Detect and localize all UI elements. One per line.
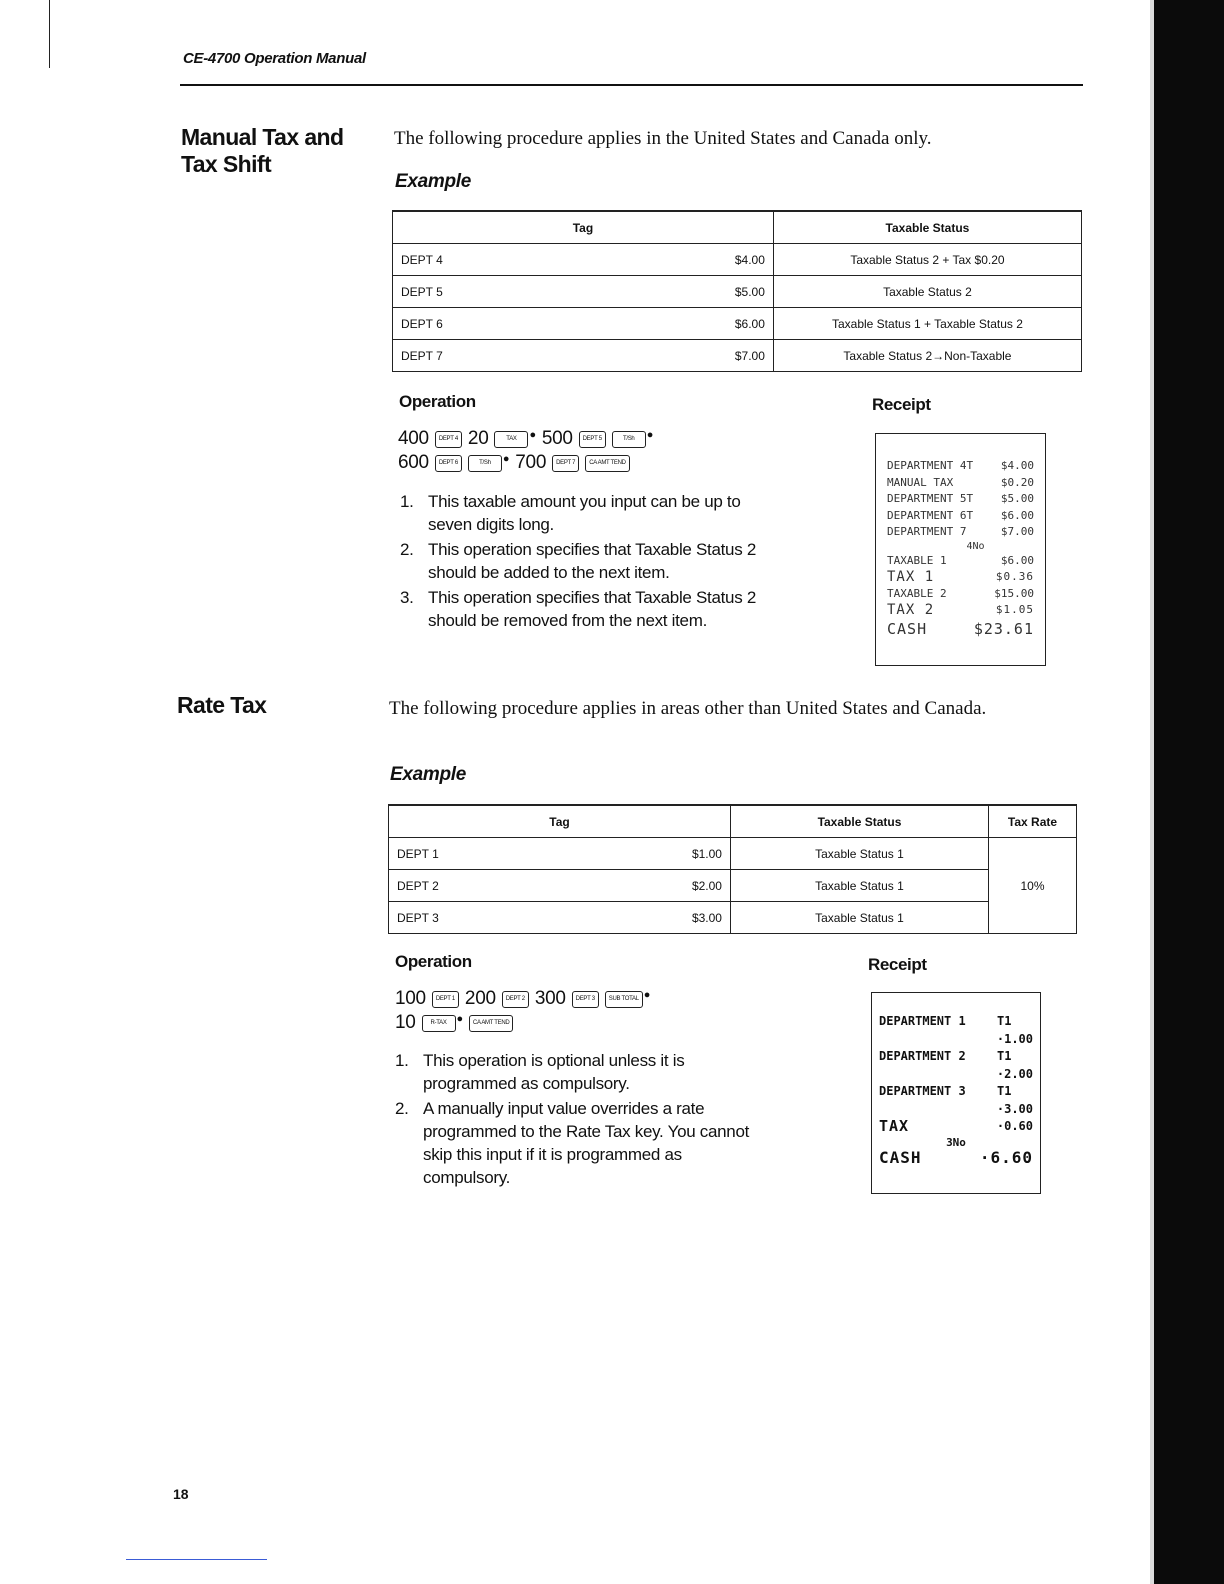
note-marker-icon: ● bbox=[456, 1013, 463, 1025]
entry-value: 200 bbox=[464, 988, 496, 1009]
receipt-line: TAX 1 $0.36 bbox=[887, 569, 1034, 585]
tax-shift-key-icon: T/Sh bbox=[468, 455, 502, 472]
table-row bbox=[389, 902, 1077, 934]
column-header: Taxable Status bbox=[730, 805, 988, 838]
operation-line bbox=[398, 428, 653, 450]
receipt-line: DEPARTMENT 6T $6.00 bbox=[887, 508, 1034, 522]
section-heading-manual-tax bbox=[181, 124, 343, 178]
section-heading-rate-tax: Rate Tax bbox=[177, 692, 267, 718]
amount-cell: $7.00 bbox=[604, 340, 773, 372]
cash-total-line: CASH $23.61 bbox=[887, 619, 1034, 638]
rate-tax-key-icon: R-TAX bbox=[422, 1015, 456, 1032]
dept3-key-icon: DEPT 3 bbox=[572, 991, 599, 1008]
subtotal-key-icon: SUB TOTAL bbox=[605, 991, 643, 1008]
column-header: Taxable Status bbox=[773, 211, 1081, 244]
receipt-label: Receipt bbox=[872, 395, 931, 414]
entry-value: 20 bbox=[467, 428, 489, 449]
dept5-key-icon: DEPT 5 bbox=[579, 431, 606, 448]
list-item: 3. This operation specifies that Taxable Status 2 should be removed from the next item. bbox=[400, 588, 756, 630]
dept-cell: DEPT 6 bbox=[393, 308, 605, 340]
running-header: CE-4700 Operation Manual bbox=[183, 50, 366, 67]
item-count: 3No bbox=[946, 1135, 966, 1149]
cash-key-icon: CA AMT TEND bbox=[469, 1015, 514, 1032]
operation-label: Operation bbox=[395, 952, 472, 971]
dept1-key-icon: DEPT 1 bbox=[432, 991, 459, 1008]
operation-sequence bbox=[395, 988, 650, 1034]
table-row bbox=[389, 870, 1077, 902]
receipt-line: TAX 2 $1.05 bbox=[887, 602, 1034, 618]
rate-cell: 10% bbox=[988, 838, 1076, 934]
entry-value: 300 bbox=[534, 988, 566, 1009]
entry-value: 100 bbox=[395, 988, 426, 1009]
cash-total-line: CASH ·6.60 bbox=[879, 1147, 1033, 1167]
example-table bbox=[392, 210, 1082, 372]
operation-line bbox=[398, 452, 653, 474]
column-header: Tax Rate bbox=[988, 805, 1076, 838]
page-number: 18 bbox=[173, 1486, 189, 1502]
status-cell: Taxable Status 1 bbox=[730, 870, 988, 902]
dept2-key-icon: DEPT 2 bbox=[502, 991, 529, 1008]
receipt-amount: ·2.00 bbox=[996, 1066, 1033, 1081]
operation-sequence bbox=[398, 428, 653, 474]
dept-cell: DEPT 3 bbox=[389, 902, 579, 934]
receipt-line: DEPARTMENT 4T $4.00 bbox=[887, 459, 1034, 472]
receipt-line: TAXABLE 1 $6.00 bbox=[887, 553, 1034, 567]
tax-key-icon: TAX bbox=[494, 431, 528, 448]
operation-label: Operation bbox=[399, 392, 476, 411]
status-cell: Taxable Status 1 + Taxable Status 2 bbox=[773, 308, 1081, 340]
amount-cell: $4.00 bbox=[604, 244, 773, 276]
heading-line: Tax Shift bbox=[181, 151, 272, 177]
receipt-line: DEPARTMENT 5T $5.00 bbox=[887, 492, 1034, 505]
note-marker-icon: ● bbox=[502, 453, 510, 465]
list-item: 1. This taxable amount you input can be up to seven digits long. bbox=[400, 492, 741, 534]
receipt-line: DEPARTMENT 3 T1 bbox=[879, 1084, 1012, 1098]
status-cell: Taxable Status 2→Non-Taxable bbox=[773, 340, 1081, 372]
dept4-key-icon: DEPT 4 bbox=[435, 431, 462, 448]
scan-edge bbox=[1154, 0, 1224, 1584]
receipt-line: TAXABLE 2 $15.00 bbox=[887, 586, 1034, 600]
receipt-line: DEPARTMENT 2 T1 bbox=[879, 1049, 1012, 1063]
receipt-line: DEPARTMENT 7 $7.00 bbox=[887, 525, 1034, 538]
dept6-key-icon: DEPT 6 bbox=[435, 455, 462, 472]
table-row bbox=[389, 838, 1077, 870]
dept7-key-icon: DEPT 7 bbox=[552, 455, 579, 472]
tax-shift-key-icon: T/Sh bbox=[612, 431, 646, 448]
dept-cell: DEPT 5 bbox=[393, 276, 605, 308]
table-row bbox=[393, 340, 1082, 372]
table-row bbox=[393, 244, 1082, 276]
amount-cell: $1.00 bbox=[579, 838, 731, 870]
amount-cell: $6.00 bbox=[604, 308, 773, 340]
entry-value: 600 bbox=[398, 452, 429, 473]
status-cell: Taxable Status 2 bbox=[773, 276, 1081, 308]
status-cell: Taxable Status 2 + Tax $0.20 bbox=[773, 244, 1081, 276]
scan-margin-line bbox=[49, 0, 50, 68]
item-count: 4No bbox=[966, 540, 985, 552]
entry-value: 400 bbox=[398, 428, 429, 449]
entry-value: 500 bbox=[541, 428, 573, 449]
entry-value: 700 bbox=[515, 452, 547, 473]
receipt-line: MANUAL TAX $0.20 bbox=[887, 475, 1034, 489]
table-row bbox=[393, 276, 1082, 308]
notes-list bbox=[400, 490, 770, 634]
amount-cell: $2.00 bbox=[579, 870, 731, 902]
operation-line bbox=[395, 988, 650, 1010]
dept-cell: DEPT 1 bbox=[389, 838, 579, 870]
receipt-line: TAX ·0.60 bbox=[879, 1117, 1033, 1135]
receipt-label: Receipt bbox=[868, 955, 927, 974]
receipt-amount: ·3.00 bbox=[996, 1101, 1033, 1116]
amount-cell: $5.00 bbox=[604, 276, 773, 308]
example-table bbox=[388, 804, 1077, 934]
section-intro: The following procedure applies in areas other than United States and Canada. bbox=[389, 698, 987, 719]
table-header-row bbox=[389, 805, 1077, 838]
heading-line: Manual Tax and bbox=[181, 124, 344, 150]
status-cell: Taxable Status 1 bbox=[730, 838, 988, 870]
dept-cell: DEPT 4 bbox=[393, 244, 605, 276]
column-header: Tag bbox=[389, 805, 731, 838]
note-marker-icon: ● bbox=[529, 429, 536, 441]
list-item: 1. This operation is optional unless it is programmed as compulsory. bbox=[395, 1051, 685, 1093]
receipt-line: DEPARTMENT 1 T1 bbox=[879, 1014, 1012, 1028]
list-item: 2. This operation specifies that Taxable Status 2 should be added to the next item. bbox=[400, 540, 756, 582]
footer-rule bbox=[126, 1559, 267, 1560]
operation-line bbox=[395, 1012, 650, 1034]
note-marker-icon: ● bbox=[646, 429, 654, 441]
amount-cell: $3.00 bbox=[579, 902, 731, 934]
table-row bbox=[393, 308, 1082, 340]
cash-key-icon: CA AMT TEND bbox=[585, 455, 630, 472]
list-item: 2. A manually input value overrides a rate programmed to the Rate Tax key. You cannot skip this input if it is programmed as compulsory. bbox=[395, 1099, 750, 1187]
example-label: Example bbox=[390, 764, 467, 785]
header-rule bbox=[180, 84, 1083, 86]
table-header-row bbox=[393, 211, 1082, 244]
dept-cell: DEPT 2 bbox=[389, 870, 579, 902]
status-cell: Taxable Status 1 bbox=[730, 902, 988, 934]
notes-list bbox=[395, 1049, 755, 1191]
section-intro: The following procedure applies in the United States and Canada only. bbox=[394, 128, 932, 149]
receipt-rate-tax bbox=[871, 992, 1041, 1194]
column-header: Tag bbox=[393, 211, 774, 244]
receipt-amount: ·1.00 bbox=[996, 1031, 1033, 1046]
entry-value: 10 bbox=[395, 1012, 416, 1033]
receipt-tax-shift bbox=[875, 433, 1046, 666]
note-marker-icon: ● bbox=[643, 989, 651, 1001]
example-label: Example bbox=[395, 171, 472, 192]
dept-cell: DEPT 7 bbox=[393, 340, 605, 372]
